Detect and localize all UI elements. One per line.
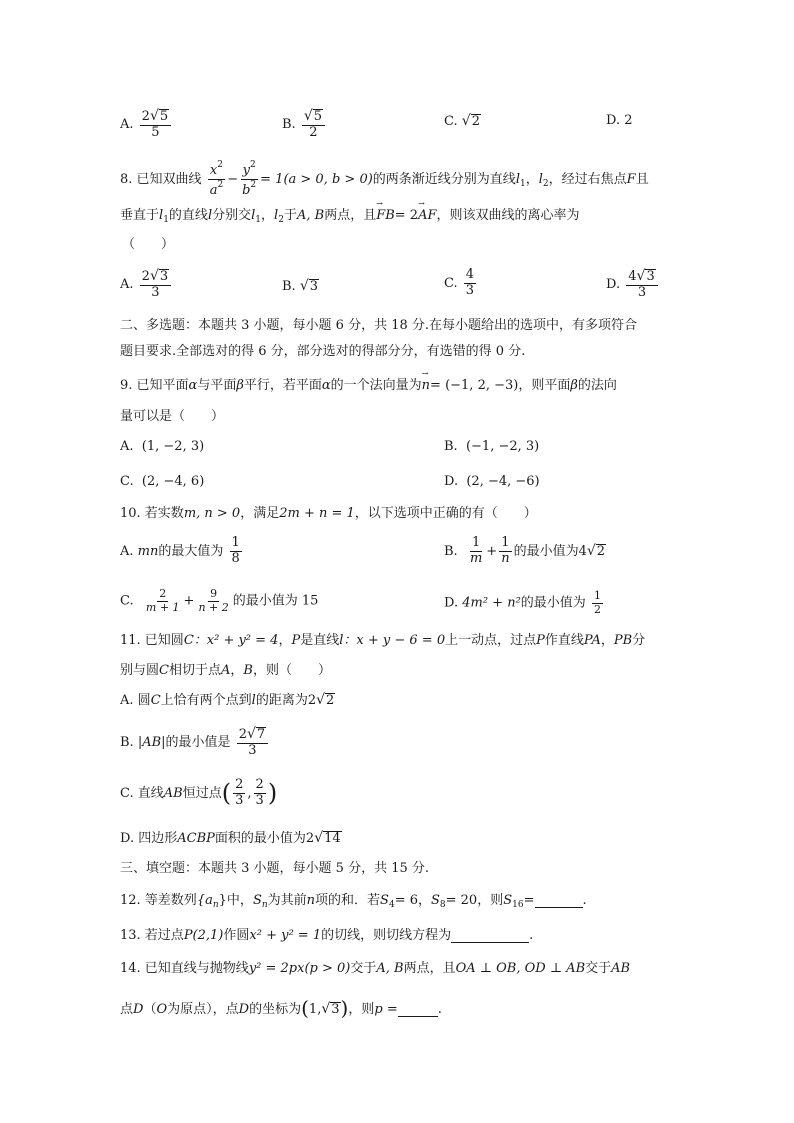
section2-heading-line2: 题目要求.全部选对的得 6 分，部分选对的得部分分，有选错的得 0 分.: [120, 344, 526, 359]
q12-answer-blank[interactable]: [535, 894, 583, 908]
q8-option-b[interactable]: B. √3: [282, 278, 319, 294]
q11-stem-line2: 别与圆C相切于点A，B，则（ ）: [120, 663, 331, 678]
q8-answer-paren: （ ）: [122, 237, 175, 252]
q11-option-c[interactable]: C. 直线AB恒过点( $\frac{2}{3}$ , $\frac{2}{3}$ ): [120, 777, 278, 808]
q13-answer-blank[interactable]: [451, 929, 529, 943]
q8-frac-x: $\frac{x^2}{a^2}$: [209, 160, 224, 198]
q10-option-b[interactable]: B. $\frac{1}{m}$ + $\frac{1}{n}$ 的最小值为4√2: [444, 535, 606, 566]
q9-option-a[interactable]: A. (1, −2, 3): [120, 439, 205, 454]
q11-option-b[interactable]: B. |AB|的最小值是 $\frac{2√7}{3}$: [120, 726, 270, 759]
q9-stem-line2: 量可以是（ ）: [120, 409, 225, 424]
q10-option-d[interactable]: D. 4m² + n²的最小值为 $\frac{1}{2}$: [444, 589, 601, 616]
q14-stem-line1: 14. 已知直线与抛物线y² = 2px(p > 0)交于A, B两点，且OA ⊥ OB, OD ⊥ AB交于AB: [120, 961, 631, 976]
q7-b-fraction: $\frac{√5}{2}$: [302, 108, 325, 141]
section3-heading: 三、填空题：本题共 3 小题，每小题 5 分，共 15 分.: [120, 861, 430, 876]
q9-option-d[interactable]: D. (2, −4, −6): [444, 474, 540, 489]
q7-a-fraction: $\frac{2√5}{5}$: [140, 108, 171, 141]
section2-heading-line1: 二、多选题：本题共 3 小题，每小题 6 分，共 18 分.在每小题给出的选项中，有多项符合: [120, 318, 638, 333]
q10-stem: 10. 若实数m, n > 0，满足2m + n = 1，以下选项中正确的有（ ）: [120, 506, 537, 521]
q9-option-b[interactable]: B. (−1, −2, 3): [444, 439, 540, 454]
q8-stem-line2: 垂直于$l_1$的直线l分别交$l_1$，$l_2$于A, B两点，且→ FB= 2→ AF，则该双曲线的离心率为: [120, 209, 580, 225]
q10-option-a[interactable]: A. mn的最大值为 $\frac{1}{8}$: [120, 535, 240, 566]
q11-option-d[interactable]: D. 四边形ACBP面积的最小值为2√14: [120, 830, 341, 846]
q12-stem: 12. 等差数列$\{a_n\}$中，$S_n$为其前n项的和．若$S_4= 6$，$S_8= 20$，则$S_{16}=$ .: [120, 893, 587, 910]
q7-option-a[interactable]: A. $\frac{2√5}{5}$: [120, 108, 173, 141]
q14-stem-line2: 点D（O为原点），点D的坐标为(1,√3)，则p = .: [120, 996, 442, 1020]
q8-option-a[interactable]: A. $\frac{2√3}{3}$: [120, 268, 173, 301]
q9-stem-line1: 9. 已知平面α与平面β平行，若平面α的一个法向量为→ n= (−1, 2, −3)，则平面β的法向: [120, 379, 617, 392]
q13-stem: 13. 若过点P(2,1)作圆x² + y² = 1的切线，则切线方程为 .: [120, 928, 534, 943]
q11-stem-line1: 11. 已知圆C：x² + y² = 4，P是直线l：x + y − 6 = 0上一动点，过点P作直线PA，PB分: [120, 633, 646, 648]
q10-option-c[interactable]: C. $\frac{2}{m + 1}$ + $\frac{9}{n + 2}$ 的最小值为 15: [120, 587, 319, 614]
q8-frac-y: $\frac{y^2}{b^2}$: [242, 160, 257, 198]
q11-option-a[interactable]: A. 圆C上恰有两个点到l的距离为2√2: [120, 692, 335, 708]
q8-option-d[interactable]: D. $\frac{4√3}{3}$: [606, 268, 660, 301]
q8-stem-line1: 8. 已知双曲线 $\frac{x^2}{a^2}$ − $\frac{y^2}{b^2}$ = 1(a > 0, b > 0)的两条渐近线分别为直线$l_1$，$l_2$，经过右焦点F且: [120, 160, 649, 198]
q7-option-d[interactable]: D. 2: [606, 113, 633, 128]
q7-option-b[interactable]: B. $\frac{√5}{2}$: [282, 108, 327, 141]
q14-answer-blank[interactable]: [398, 1003, 438, 1017]
q9-option-c[interactable]: C. (2, −4, 6): [120, 474, 205, 489]
q8-option-c[interactable]: C. $\frac{4}{3}$: [444, 267, 475, 298]
q7-option-c[interactable]: C. √2: [444, 113, 480, 129]
